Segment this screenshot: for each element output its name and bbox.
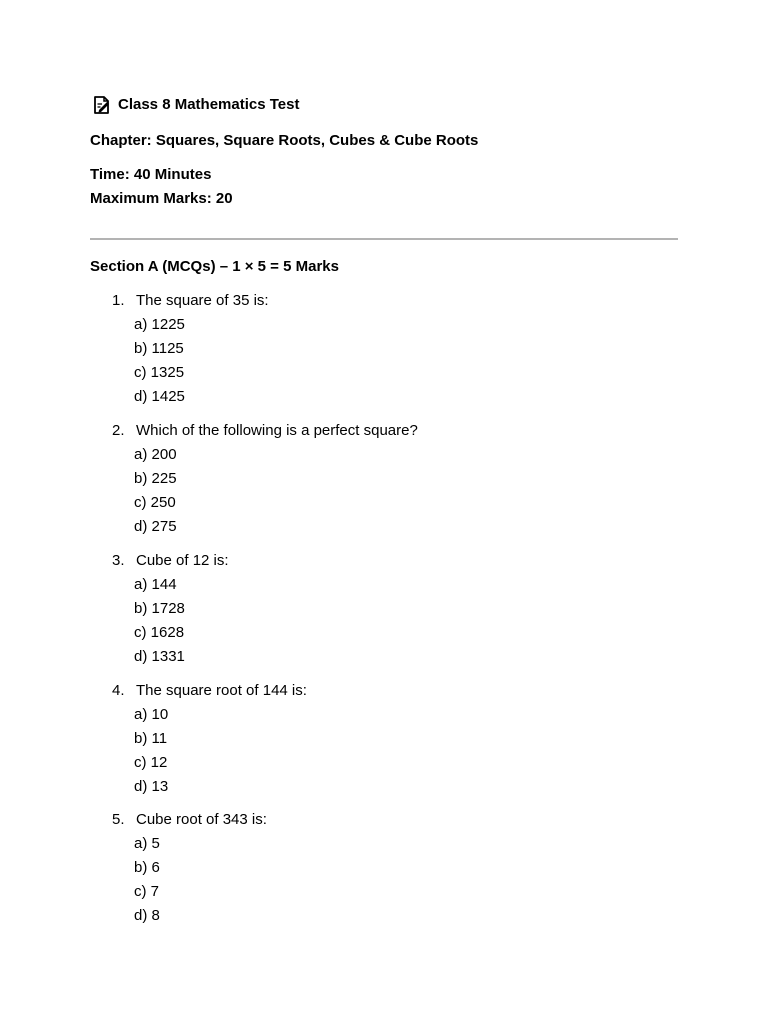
option-a: a) 200: [134, 446, 177, 463]
question-number: 4.: [112, 682, 125, 699]
option-b: b) 11: [134, 730, 168, 747]
question-number: 5.: [112, 811, 125, 828]
question-text: The square root of 144 is:: [136, 682, 307, 699]
option-a: a) 10: [134, 706, 169, 723]
chapter-line: Chapter: Squares, Square Roots, Cubes & Cube Roots: [90, 132, 479, 149]
question-text: Cube root of 343 is:: [136, 811, 267, 828]
question-5: [90, 808, 690, 928]
time-line: Time: 40 Minutes: [90, 166, 212, 183]
option-d: d) 8: [134, 907, 160, 924]
option-c: c) 7: [134, 883, 160, 900]
memo-icon: [92, 95, 112, 115]
question-number: 1.: [112, 292, 125, 309]
option-d: d) 1331: [134, 648, 185, 665]
option-b: b) 6: [134, 859, 160, 876]
question-text: Cube of 12 is:: [136, 552, 229, 569]
max-marks-line: Maximum Marks: 20: [90, 190, 233, 207]
page-title: Class 8 Mathematics Test: [118, 96, 300, 113]
question-text: Which of the following is a perfect square?: [136, 422, 418, 439]
option-c: c) 12: [134, 754, 168, 771]
question-4: [90, 679, 690, 799]
option-c: c) 1325: [134, 364, 185, 381]
question-number: 3.: [112, 552, 125, 569]
option-a: a) 144: [134, 576, 177, 593]
option-c: c) 1628: [134, 624, 185, 641]
option-d: d) 275: [134, 518, 177, 535]
horizontal-divider: [90, 238, 678, 240]
title-row: [92, 95, 299, 115]
section-a-heading: Section A (MCQs) – 1 × 5 = 5 Marks: [90, 258, 339, 275]
option-b: b) 1728: [134, 600, 185, 617]
question-number: 2.: [112, 422, 125, 439]
question-2: [90, 419, 690, 539]
question-text: The square of 35 is:: [136, 292, 269, 309]
question-3: [90, 549, 690, 669]
option-a: a) 1225: [134, 316, 185, 333]
option-b: b) 225: [134, 470, 177, 487]
option-d: d) 13: [134, 778, 169, 795]
option-a: a) 5: [134, 835, 160, 852]
option-b: b) 1125: [134, 340, 184, 357]
question-1: [90, 289, 690, 409]
option-d: d) 1425: [134, 388, 185, 405]
option-c: c) 250: [134, 494, 176, 511]
